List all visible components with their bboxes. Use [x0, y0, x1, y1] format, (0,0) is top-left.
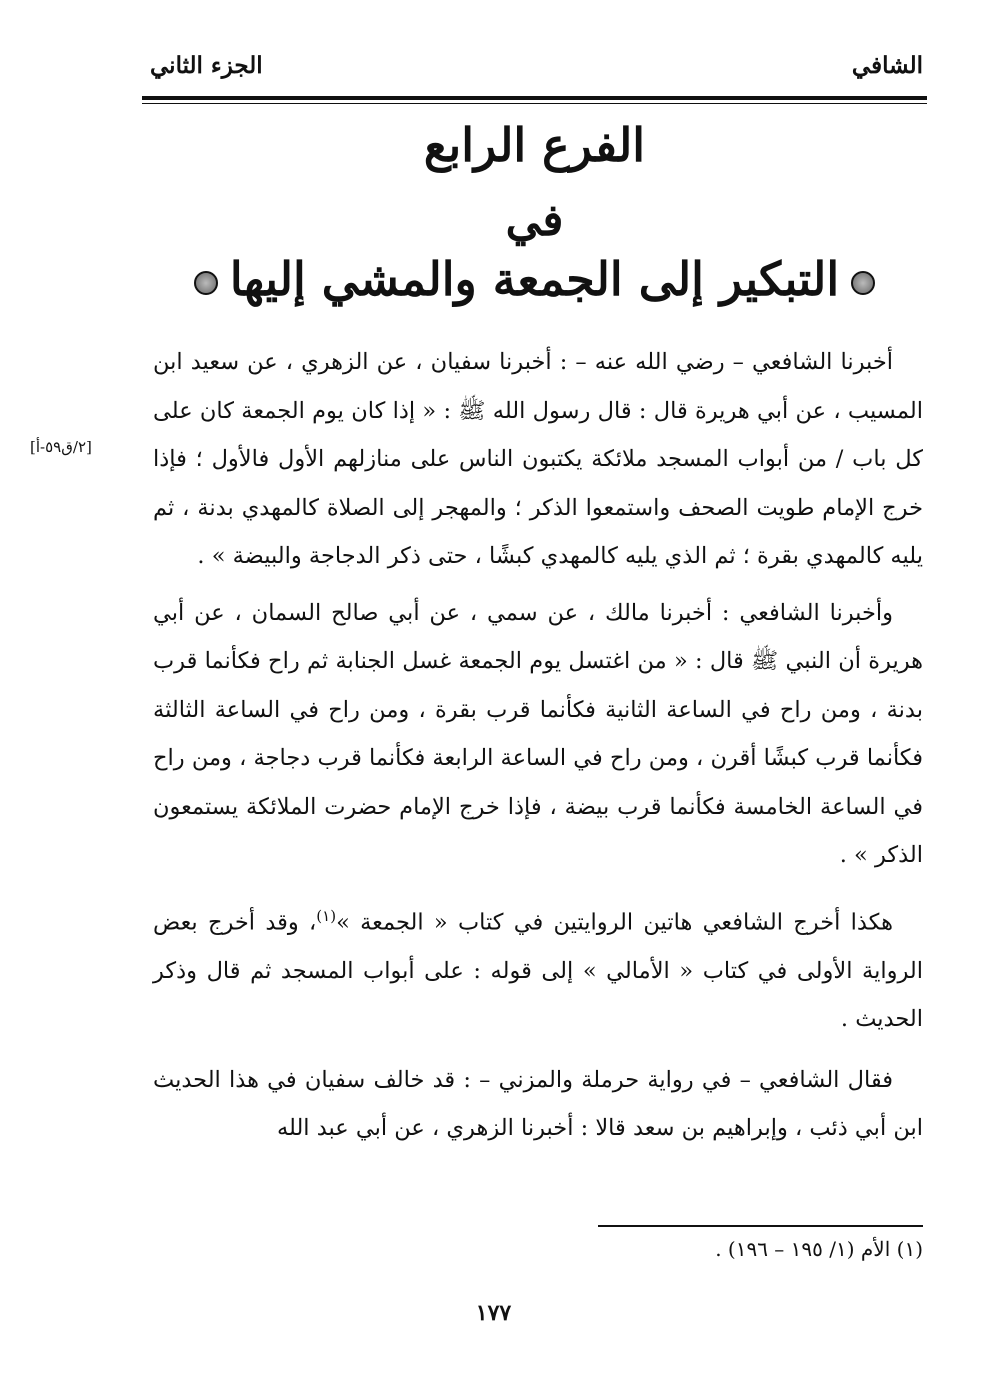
running-header-volume: الجزء الثاني	[150, 52, 263, 79]
header-rule-thick	[142, 96, 927, 100]
ornament-dot-icon	[194, 271, 218, 295]
manuscript-folio-note: [٢/ق٥٩-أ]	[30, 438, 92, 456]
paragraph-1: أخبرنا الشافعي – رضي الله عنه – : أخبرنا سفيان ، عن الزهري ، عن سعيد ابن المسيب ، عن أبي هريرة قال : قال رسول الله ﷺ : « إذا كان يوم الجمعة كان على كل باب / من أبواب المسجد ملائكة يكتبون الناس على منازلهم الأول فالأول ؛ فإذا خرج الإمام طويت الصحف واستمعوا الذكر ؛ والمهجر إلى الصلاة كالمهدي بدنة ، ثم يليه كالمهدي بقرة ؛ ثم الذي يليه كالمهدي كبشًا ، حتى ذكر الدجاجة والبيضة » .	[153, 349, 923, 569]
footnote: (١) الأم (١/ ١٩٥ – ١٩٦) .	[715, 1237, 923, 1261]
section-title-line-1: الفرع الرابع	[423, 118, 646, 172]
section-title-text: التبكير إلى الجمعة والمشي إليها	[229, 252, 840, 306]
paragraph-3-text-start: هكذا أخرج الشافعي هاتين الروايتين في كتاب « الجمعة »	[336, 909, 893, 935]
running-header-title: الشافي	[851, 52, 923, 79]
paragraph-4: فقال الشافعي – في رواية حرملة والمزني – : قد خالف سفيان في هذا الحديث ابن أبي ذئب ، وإبراهيم بن سعد قالا : أخبرنا الزهري ، عن أبي عبد الله	[153, 1066, 923, 1141]
page-number: ١٧٧	[475, 1300, 512, 1326]
paragraph-3	[153, 892, 923, 1044]
body-text	[153, 338, 923, 1153]
footnote-reference: (١)	[316, 906, 337, 925]
paragraph-3-text-end: ، وقد أخرج بعض الرواية الأولى في كتاب « الأمالي » إلى قوله : على أبواب المسجد ثم قال وذكر الحديث .	[153, 909, 923, 1032]
section-title-line-3	[142, 252, 927, 306]
header-rule-thin	[142, 103, 927, 104]
section-title-line-2: في	[505, 195, 564, 246]
footnote-separator	[598, 1225, 923, 1227]
paragraph-2: وأخبرنا الشافعي : أخبرنا مالك ، عن سمي ، عن أبي صالح السمان ، عن أبي هريرة أن النبي ﷺ قال : « من اغتسل يوم الجمعة غسل الجنابة ثم راح فكأنما قرب بدنة ، ومن راح في الساعة الثانية فكأنما قرب بقرة ، ومن راح في الساعة الثالثة فكأنما قرب كبشًا أقرن ، ومن راح في الساعة الرابعة فكأنما قرب دجاجة ، ومن راح في الساعة الخامسة فكأنما قرب بيضة ، فإذا خرج الإمام حضرت الملائكة يستمعون الذكر » .	[153, 599, 923, 868]
ornament-dot-icon	[851, 271, 875, 295]
